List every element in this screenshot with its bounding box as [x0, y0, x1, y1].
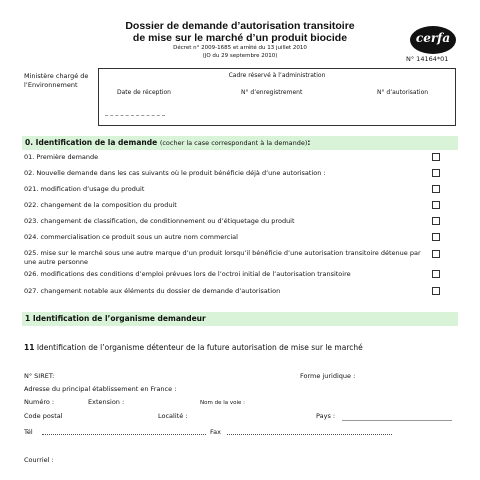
- subsection-11-number: 11: [24, 343, 35, 352]
- section-0-note: (cocher la case correspondant à la demande): [159, 139, 308, 147]
- legal-form-label: Forme juridique :: [300, 372, 356, 380]
- checkbox-02[interactable]: [432, 169, 440, 177]
- option-021: 021. modification d’usage du produit: [24, 185, 145, 193]
- cerfa-logo: [410, 26, 456, 54]
- section-0-colon: :: [307, 138, 311, 147]
- option-022: 022. changement de la composition du produit: [24, 201, 177, 209]
- subsection-11-text: Identification de l’organisme détenteur de la future autorisation de mise sur le marché: [36, 343, 363, 352]
- siret-label: N° SIRET:: [24, 372, 55, 380]
- form-header: [110, 20, 370, 60]
- checkbox-021[interactable]: [432, 185, 440, 193]
- checkbox-024[interactable]: [432, 233, 440, 241]
- phone-label: Tél: [24, 428, 33, 436]
- checkbox-026[interactable]: [432, 270, 440, 278]
- journal-reference: (JO du 29 septembre 2010): [202, 53, 278, 59]
- postal-code-label: Code postal: [24, 412, 63, 420]
- section-0-title-text: 0. Identification de la demande: [25, 138, 158, 147]
- fax-label: Fax: [210, 428, 221, 436]
- checkbox-023[interactable]: [432, 217, 440, 225]
- option-026: 026. modifications des conditions d’emploi prévues lors de l’octroi initial de l’autorisation transitoire: [24, 270, 351, 278]
- country-line[interactable]: [342, 420, 452, 421]
- option-027: 027. changement notable aux éléments du dossier de demande d’autorisation: [24, 287, 281, 295]
- form-title-line2: de mise sur le marché d’un produit biocide: [132, 32, 348, 44]
- fax-line[interactable]: [227, 434, 392, 435]
- section-0-title: [25, 138, 310, 147]
- reception-date-line: [105, 115, 165, 116]
- section-1-header: [22, 312, 458, 326]
- email-label: Courriel :: [24, 456, 54, 464]
- section-0-header: [22, 136, 458, 150]
- reception-date-label: Date de réception: [117, 89, 171, 96]
- street-label: Nom de la voie :: [200, 400, 245, 406]
- number-label: Numéro :: [24, 398, 55, 406]
- registration-number-label: N° d’enregistrement: [241, 89, 303, 96]
- cerfa-logo-text: cerfa: [415, 31, 451, 45]
- address-label: Adresse du principal établissement en France :: [24, 385, 177, 393]
- ministry-label: Ministère chargé de l’Environnement: [24, 72, 89, 89]
- extension-label: Extension :: [88, 398, 125, 406]
- option-023: 023. changement de classification, de conditionnement ou d’étiquetage du produit: [24, 217, 295, 225]
- checkbox-027[interactable]: [432, 287, 440, 295]
- option-01: 01. Première demande: [24, 153, 99, 161]
- checkbox-01[interactable]: [432, 153, 440, 161]
- subsection-11-title: [24, 343, 363, 352]
- option-02: 02. Nouvelle demande dans les cas suivants où le produit bénéficie déjà d’une autorisation :: [24, 169, 326, 177]
- locality-label: Localité :: [158, 412, 188, 420]
- option-024: 024. commercialisation ce produit sous un autre nom commercial: [24, 233, 238, 241]
- form-title-line1: Dossier de demande d’autorisation transitoire: [125, 20, 355, 32]
- form-number: N° 14164*01: [406, 55, 449, 63]
- admin-reserved-box: [98, 68, 456, 126]
- phone-line[interactable]: [42, 434, 206, 435]
- authorization-number-label: N° d’autorisation: [377, 89, 429, 96]
- checkbox-025[interactable]: [432, 250, 440, 258]
- country-label: Pays :: [316, 412, 336, 420]
- checkbox-022[interactable]: [432, 201, 440, 209]
- decree-reference: Décret n° 2009-1685 et arrêté du 13 juillet 2010: [173, 45, 307, 51]
- option-025: 025. mise sur le marché sous une autre marque d’un produit lorsqu’il bénéficie d’une autorisation transitoire détenue par une autre personne: [24, 249, 421, 266]
- admin-box-title: Cadre réservé à l’administration: [228, 72, 326, 79]
- section-1-title: 1 Identification de l’organisme demandeur: [25, 314, 206, 323]
